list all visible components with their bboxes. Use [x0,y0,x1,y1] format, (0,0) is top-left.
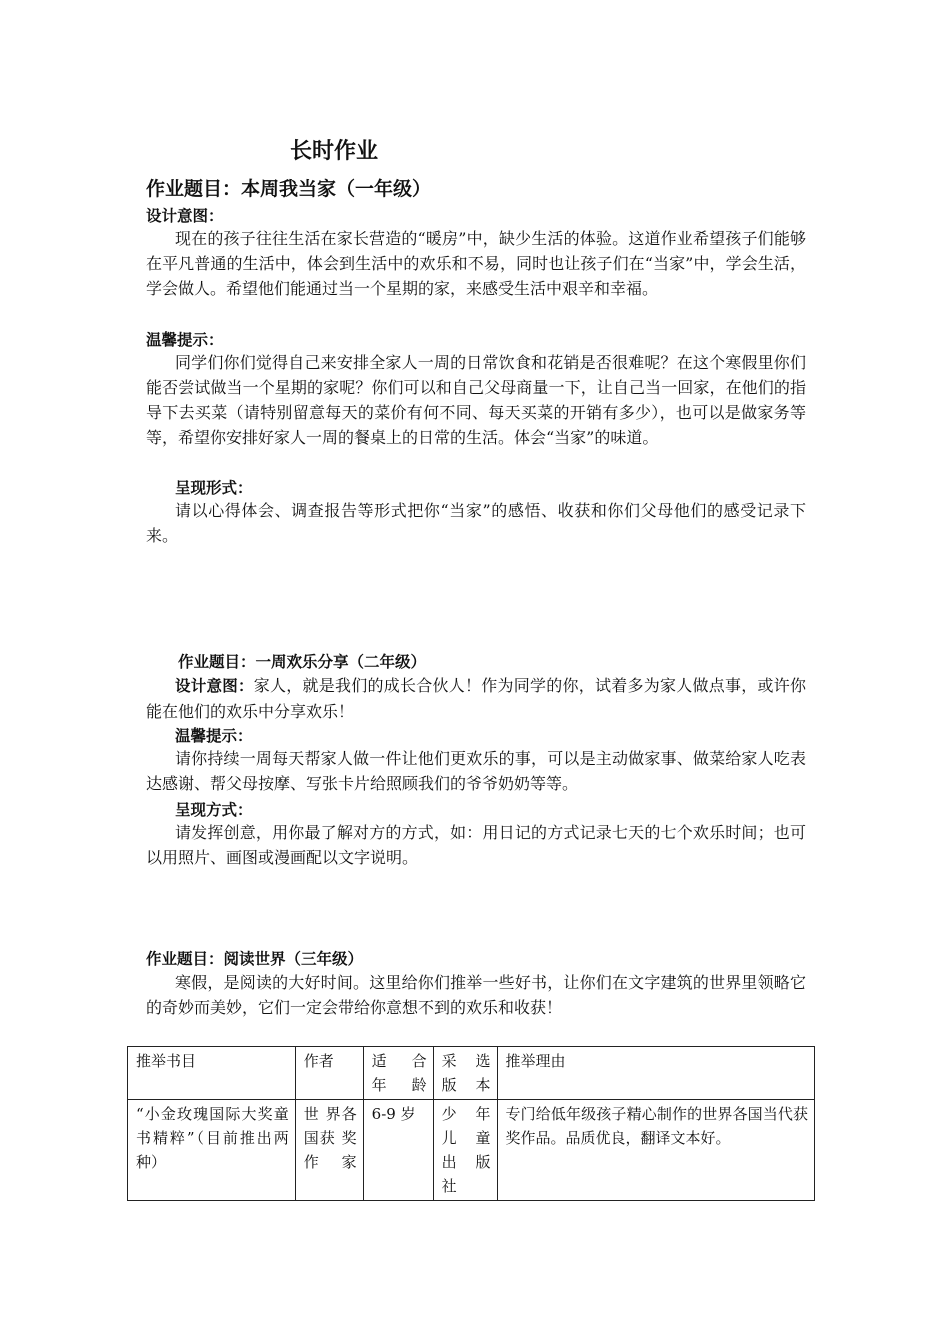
book-table [127,1046,815,1201]
hw2-form-text: 请发挥创意，用你最了解对方的方式，如：用日记的方式记录七天的七个欢乐时间；也可以用照片、画图或漫画配以文字说明。 [146,823,806,867]
cell-book: “小金玫瑰国际大奖童书精粹”（目前推出两种） [128,1100,296,1201]
hw1-tips-label: 温馨提示： [146,331,224,349]
hw2-intent [146,673,806,724]
hw3-intro: 寒假，是阅读的大好时间。这里给你们推举一些好书，让你们在文字建筑的世界里领略它的奇妙而美妙，它们一定会带给你意想不到的欢乐和收获！ [146,973,806,1017]
hw1-intent-label: 设计意图： [146,207,224,225]
table-row [128,1100,815,1201]
hw1-title: 作业题目：本周我当家（一年级） [146,178,432,200]
hw1-form-text: 请以心得体会、调查报告等形式把你“当家”的感悟、收获和你们父母他们的感受记录下来。 [146,501,806,545]
header-cell-author: 作者 [295,1047,363,1100]
hw2-intent-label: 设计意图： [175,677,254,695]
cell-reason: 专门给低年级孩子精心制作的世界各国当代获奖作品。品质优良，翻译文本好。 [497,1100,814,1201]
header-cell-age: 适 合年龄 [363,1047,433,1100]
header-cell-book: 推举书目 [128,1047,296,1100]
hw2-tips-text: 请你持续一周每天帮家人做一件让他们更欢乐的事，可以是主动做家事、做菜给家人吃表达感谢、帮父母按摩、写张卡片给照顾我们的爷爷奶奶等等。 [146,749,806,793]
cell-author: 世 界各 国获 奖作家 [295,1100,363,1201]
hw2-tips-label: 温馨提示： [175,727,253,745]
hw2-form-label: 呈现方式： [175,801,253,819]
cell-edition: 少 年儿 童出 版社 [433,1100,497,1201]
hw1-tips-text: 同学们你们觉得自己来安排全家人一周的日常饮食和花销是否很难呢？在这个寒假里你们能否尝试做当一个星期的家呢？你们可以和自己父母商量一下，让自己当一回家，在他们的指导下去买菜（请特别留意每天的菜价有何不同、每天买菜的开销有多少），也可以是做家务等等，希望你安排好家人一周的餐桌上的日常的生活。体会“当家”的味道。 [146,353,806,447]
hw3-title: 作业题目：阅读世界（三年级） [146,950,364,968]
page-title: 长时作业 [290,139,379,164]
table-header-row [128,1047,815,1100]
header-cell-edition: 采 选版本 [433,1047,497,1100]
header-cell-reason: 推举理由 [497,1047,814,1100]
hw2-intent-text: 家人，就是我们的成长合伙人！作为同学的你，试着多为家人做点事，或许你能在他们的欢乐中分享欢乐！ [146,676,806,721]
hw2-title: 作业题目：一周欢乐分享（二年级） [178,653,427,671]
hw1-intent-text: 现在的孩子往往生活在家长营造的“暖房”中，缺少生活的体验。这道作业希望孩子们能够在平凡普通的生活中，体会到生活中的欢乐和不易，同时也让孩子们在“当家”中，学会生活，学会做人。希望他们能通过当一个星期的家，来感受生活中艰辛和幸福。 [146,229,806,298]
hw1-form-label: 呈现形式： [175,479,253,497]
cell-age: 6-9 岁 [363,1100,433,1201]
